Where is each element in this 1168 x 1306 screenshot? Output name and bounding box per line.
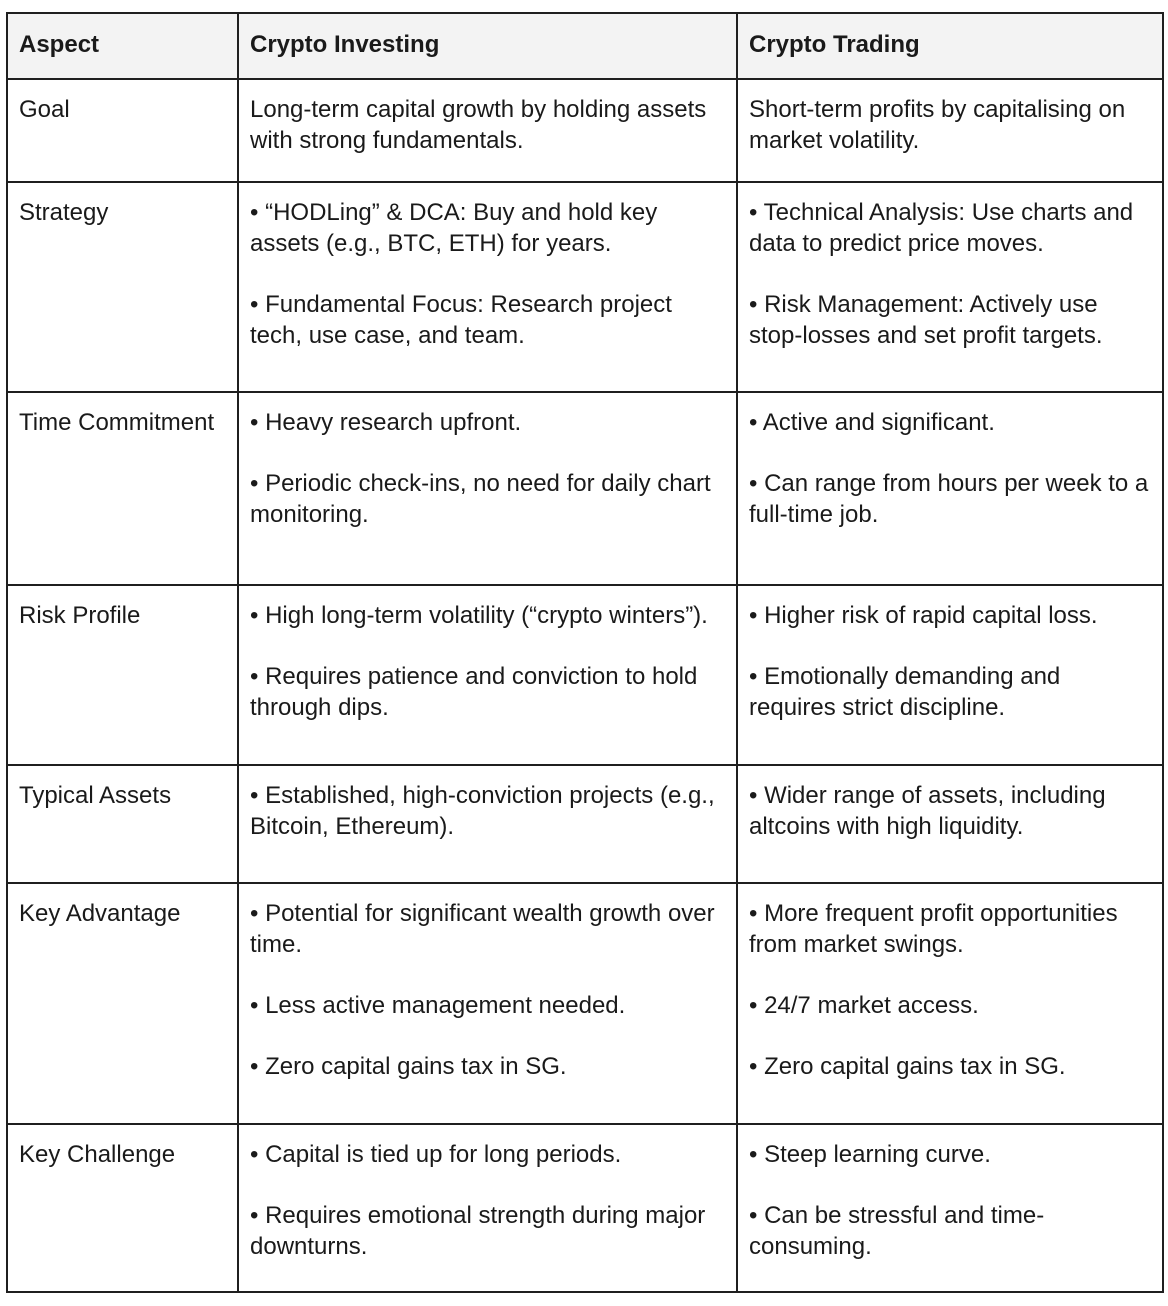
aspect-cell: Typical Assets bbox=[7, 765, 238, 883]
investing-point: • Capital is tied up for long periods. bbox=[250, 1141, 622, 1168]
comparison-table bbox=[6, 12, 1164, 1293]
table-row bbox=[7, 765, 1163, 883]
trading-point: • Can be stressful and time-consuming. bbox=[749, 1202, 1045, 1260]
trading-point: • Wider range of assets, including altcoins with high liquidity. bbox=[749, 782, 1106, 840]
aspect-cell: Risk Profile bbox=[7, 585, 238, 765]
investing-point: Long-term capital growth by holding assets with strong fundamentals. bbox=[250, 96, 707, 154]
trading-point: • Active and significant. bbox=[749, 409, 995, 436]
trading-cell bbox=[737, 182, 1163, 392]
investing-point: • Heavy research upfront. bbox=[250, 409, 522, 436]
table-row bbox=[7, 585, 1163, 765]
investing-cell bbox=[238, 765, 737, 883]
trading-point: • 24/7 market access. bbox=[749, 992, 979, 1019]
aspect-cell: Goal bbox=[7, 79, 238, 182]
aspect-cell: Time Commitment bbox=[7, 392, 238, 585]
trading-cell bbox=[737, 883, 1163, 1124]
table-row bbox=[7, 182, 1163, 392]
trading-point: • Higher risk of rapid capital loss. bbox=[749, 602, 1098, 629]
investing-point: • Less active management needed. bbox=[250, 992, 626, 1019]
trading-point: • Emotionally demanding and requires strict discipline. bbox=[749, 663, 1061, 721]
trading-point: • Technical Analysis: Use charts and data to predict price moves. bbox=[749, 199, 1134, 257]
investing-cell bbox=[238, 1124, 737, 1292]
header-aspect: Aspect bbox=[7, 13, 238, 79]
trading-cell bbox=[737, 585, 1163, 765]
investing-cell bbox=[238, 585, 737, 765]
aspect-cell: Strategy bbox=[7, 182, 238, 392]
investing-point: • Zero capital gains tax in SG. bbox=[250, 1053, 567, 1080]
investing-point: • Requires emotional strength during major downturns. bbox=[250, 1202, 706, 1260]
aspect-cell: Key Advantage bbox=[7, 883, 238, 1124]
trading-cell bbox=[737, 1124, 1163, 1292]
trading-point: • Zero capital gains tax in SG. bbox=[749, 1053, 1066, 1080]
trading-point: • Steep learning curve. bbox=[749, 1141, 991, 1168]
trading-point: • Risk Management: Actively use stop-losses and set profit targets. bbox=[749, 291, 1103, 349]
header-crypto-investing: Crypto Investing bbox=[238, 13, 737, 79]
investing-cell bbox=[238, 79, 737, 182]
investing-cell bbox=[238, 182, 737, 392]
header-crypto-trading: Crypto Trading bbox=[737, 13, 1163, 79]
trading-cell bbox=[737, 79, 1163, 182]
investing-point: • Established, high-conviction projects (e.g., Bitcoin, Ethereum). bbox=[250, 782, 715, 840]
investing-point: • “HODLing” & DCA: Buy and hold key assets (e.g., BTC, ETH) for years. bbox=[250, 199, 658, 257]
investing-point: • Fundamental Focus: Research project tech, use case, and team. bbox=[250, 291, 672, 349]
trading-point: Short-term profits by capitalising on market volatility. bbox=[749, 96, 1126, 154]
investing-point: • Potential for significant wealth growth over time. bbox=[250, 900, 715, 958]
aspect-cell: Key Challenge bbox=[7, 1124, 238, 1292]
investing-cell bbox=[238, 883, 737, 1124]
trading-point: • More frequent profit opportunities from market swings. bbox=[749, 900, 1118, 958]
table-row bbox=[7, 1124, 1163, 1292]
investing-point: • High long-term volatility (“crypto winters”). bbox=[250, 602, 708, 629]
trading-cell bbox=[737, 392, 1163, 585]
table-header bbox=[7, 13, 1163, 79]
table-row bbox=[7, 79, 1163, 182]
investing-cell bbox=[238, 392, 737, 585]
investing-point: • Requires patience and conviction to hold through dips. bbox=[250, 663, 698, 721]
trading-point: • Can range from hours per week to a full-time job. bbox=[749, 470, 1149, 528]
table-row bbox=[7, 883, 1163, 1124]
investing-point: • Periodic check-ins, no need for daily chart monitoring. bbox=[250, 470, 711, 528]
table-row bbox=[7, 392, 1163, 585]
header-row bbox=[7, 13, 1163, 79]
trading-cell bbox=[737, 765, 1163, 883]
